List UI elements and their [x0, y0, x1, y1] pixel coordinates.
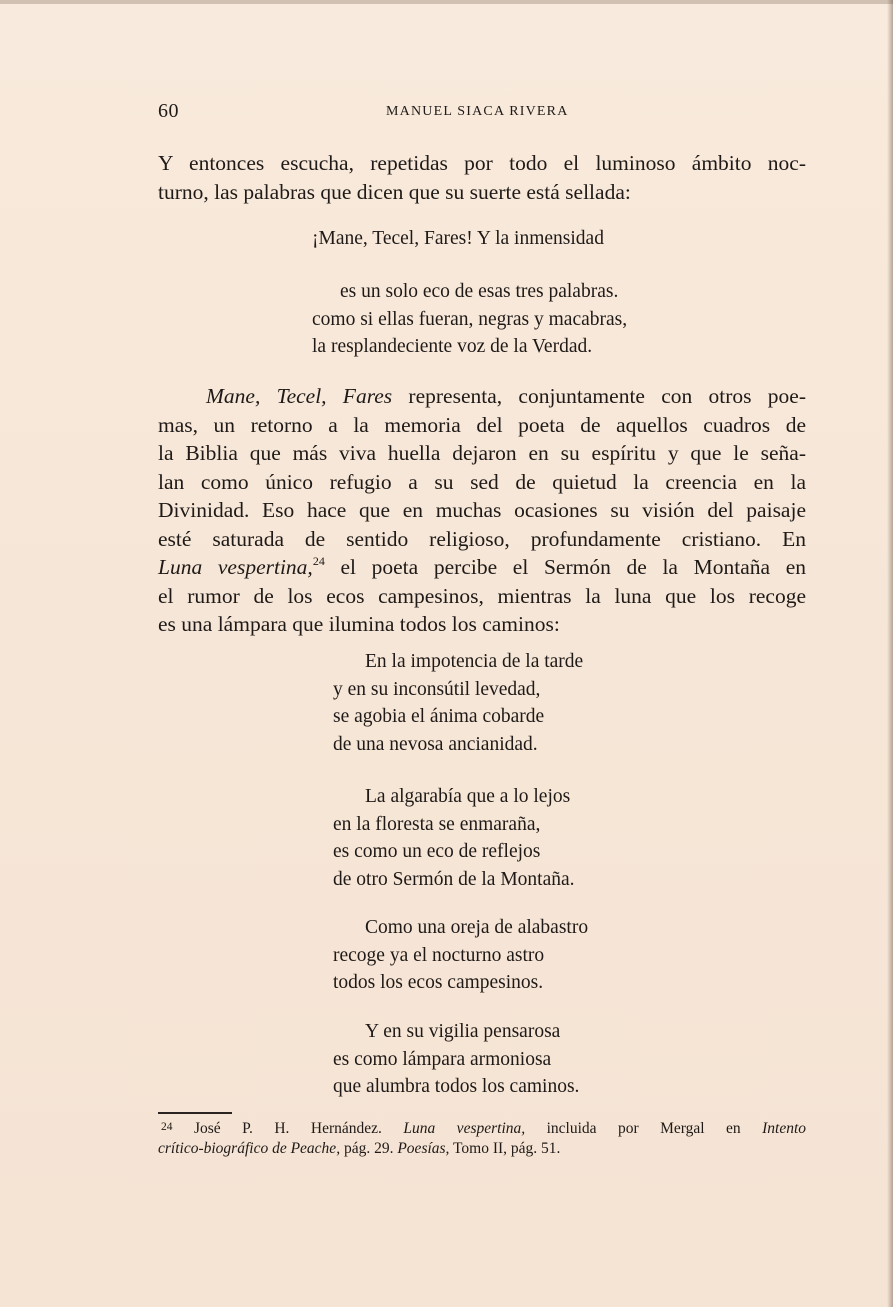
stanza-2-line-1: La algarabía que a lo lejos	[365, 786, 571, 807]
stanza-2-line-2: en la floresta se enmaraña,	[333, 813, 541, 835]
stanza-4-line-1: Y en su vigilia pensarosa	[365, 1021, 561, 1042]
stanza-1-line-1: En la impotencia de la tarde	[365, 651, 584, 672]
intro-line-2: turno, las palabras que dicen que su suerte está sellada:	[158, 179, 631, 204]
footnote-24	[158, 1117, 806, 1159]
page-number: 60	[158, 100, 179, 122]
stanza-1-line-3: se agobia el ánima cobarde	[333, 706, 545, 727]
footnote-work: Luna vespertina,	[403, 1120, 526, 1137]
verse-stanza-2	[333, 783, 575, 893]
stanza-4-line-2: es como lámpara armoniosa	[333, 1048, 552, 1070]
page-top-edge	[0, 0, 893, 4]
body-line-6: esté saturada de sentido religioso, profundamente cristiano. En	[158, 526, 806, 551]
footnote-rule	[158, 1112, 232, 1114]
body-line-3: la Biblia que más viva huella dejaron en su espíritu y que le seña-	[158, 441, 806, 465]
verse-line-4: la resplandeciente voz de la Verdad.	[312, 336, 593, 357]
intro-paragraph	[158, 149, 806, 206]
poem-title-luna: Luna vespertina,	[158, 555, 313, 579]
body-paragraph	[158, 382, 806, 639]
verse-stanza-3	[333, 914, 588, 997]
body-line-1-text: representa, conjuntamente con otros poe-	[392, 384, 806, 408]
verse-stanza-1	[333, 648, 583, 758]
footnote-ref-1: pág. 29.	[340, 1140, 398, 1157]
verse-line-3: como si ellas fueran, negras y macabras,	[312, 308, 628, 330]
stanza-3-line-3: todos los ecos campesinos.	[333, 972, 544, 993]
stanza-1-line-4: de una nevosa ancianidad.	[333, 733, 538, 755]
footnote-ref-2: Poesías,	[397, 1140, 450, 1157]
footnote-ref-3: Tomo II, pág. 51.	[449, 1140, 561, 1157]
footnote-source-1: Intento	[762, 1120, 807, 1137]
running-head	[158, 100, 806, 124]
body-line-2: mas, un retorno a la memoria del poeta de aquellos cuadros de	[158, 412, 806, 437]
body-line-7-text: el poeta percibe el Sermón de la Montaña en	[324, 555, 806, 579]
verse-mane-tecel	[312, 225, 604, 253]
verse-line-2: es un solo eco de esas tres palabras.	[340, 281, 619, 302]
footnote-author: José P. H. Hernández.	[193, 1120, 382, 1137]
footnote-reference: 24	[312, 554, 325, 568]
stanza-2-line-4: de otro Sermón de la Montaña.	[333, 868, 575, 890]
intro-line-1: Y entonces escucha, repetidas por todo el luminoso ámbito noc-	[158, 151, 806, 175]
poem-title-mane: Mane, Tecel, Fares	[206, 384, 393, 408]
body-line-7	[158, 553, 806, 582]
stanza-3-line-2: recoge ya el nocturno astro	[333, 944, 545, 966]
footnote-source-2: crítico-biográfico de Peache,	[158, 1140, 341, 1157]
stanza-1-line-2: y en su inconsútil levedad,	[333, 678, 541, 700]
body-line-1	[158, 382, 806, 411]
footnote-line-2	[158, 1139, 806, 1159]
verse-stanza-4	[333, 1018, 579, 1101]
verse-mane-tecel-cont	[312, 278, 627, 361]
header-title: MANUEL SIACA RIVERA	[386, 104, 569, 119]
stanza-2-line-3: es como un eco de reflejos	[333, 841, 541, 862]
stanza-3-line-1: Como una oreja de alabastro	[365, 917, 589, 938]
page-right-edge	[887, 0, 893, 1307]
footnote-middle: incluida por Mergal en	[525, 1120, 763, 1137]
body-line-8: el rumor de los ecos campesinos, mientras la luna que los recoge	[158, 583, 806, 608]
stanza-4-line-3: que alumbra todos los caminos.	[333, 1076, 580, 1097]
body-line-5: Divinidad. Eso hace que en muchas ocasiones su visión del paisaje	[158, 498, 806, 522]
body-line-4: lan como único refugio a su sed de quietud la creencia en la	[158, 469, 806, 494]
footnote-line-1	[158, 1117, 806, 1139]
body-line-9: es una lámpara que ilumina todos los caminos:	[158, 612, 560, 636]
footnote-number: 24	[161, 1121, 173, 1133]
verse-line-1: ¡Mane, Tecel, Fares! Y la inmensidad	[312, 228, 604, 249]
